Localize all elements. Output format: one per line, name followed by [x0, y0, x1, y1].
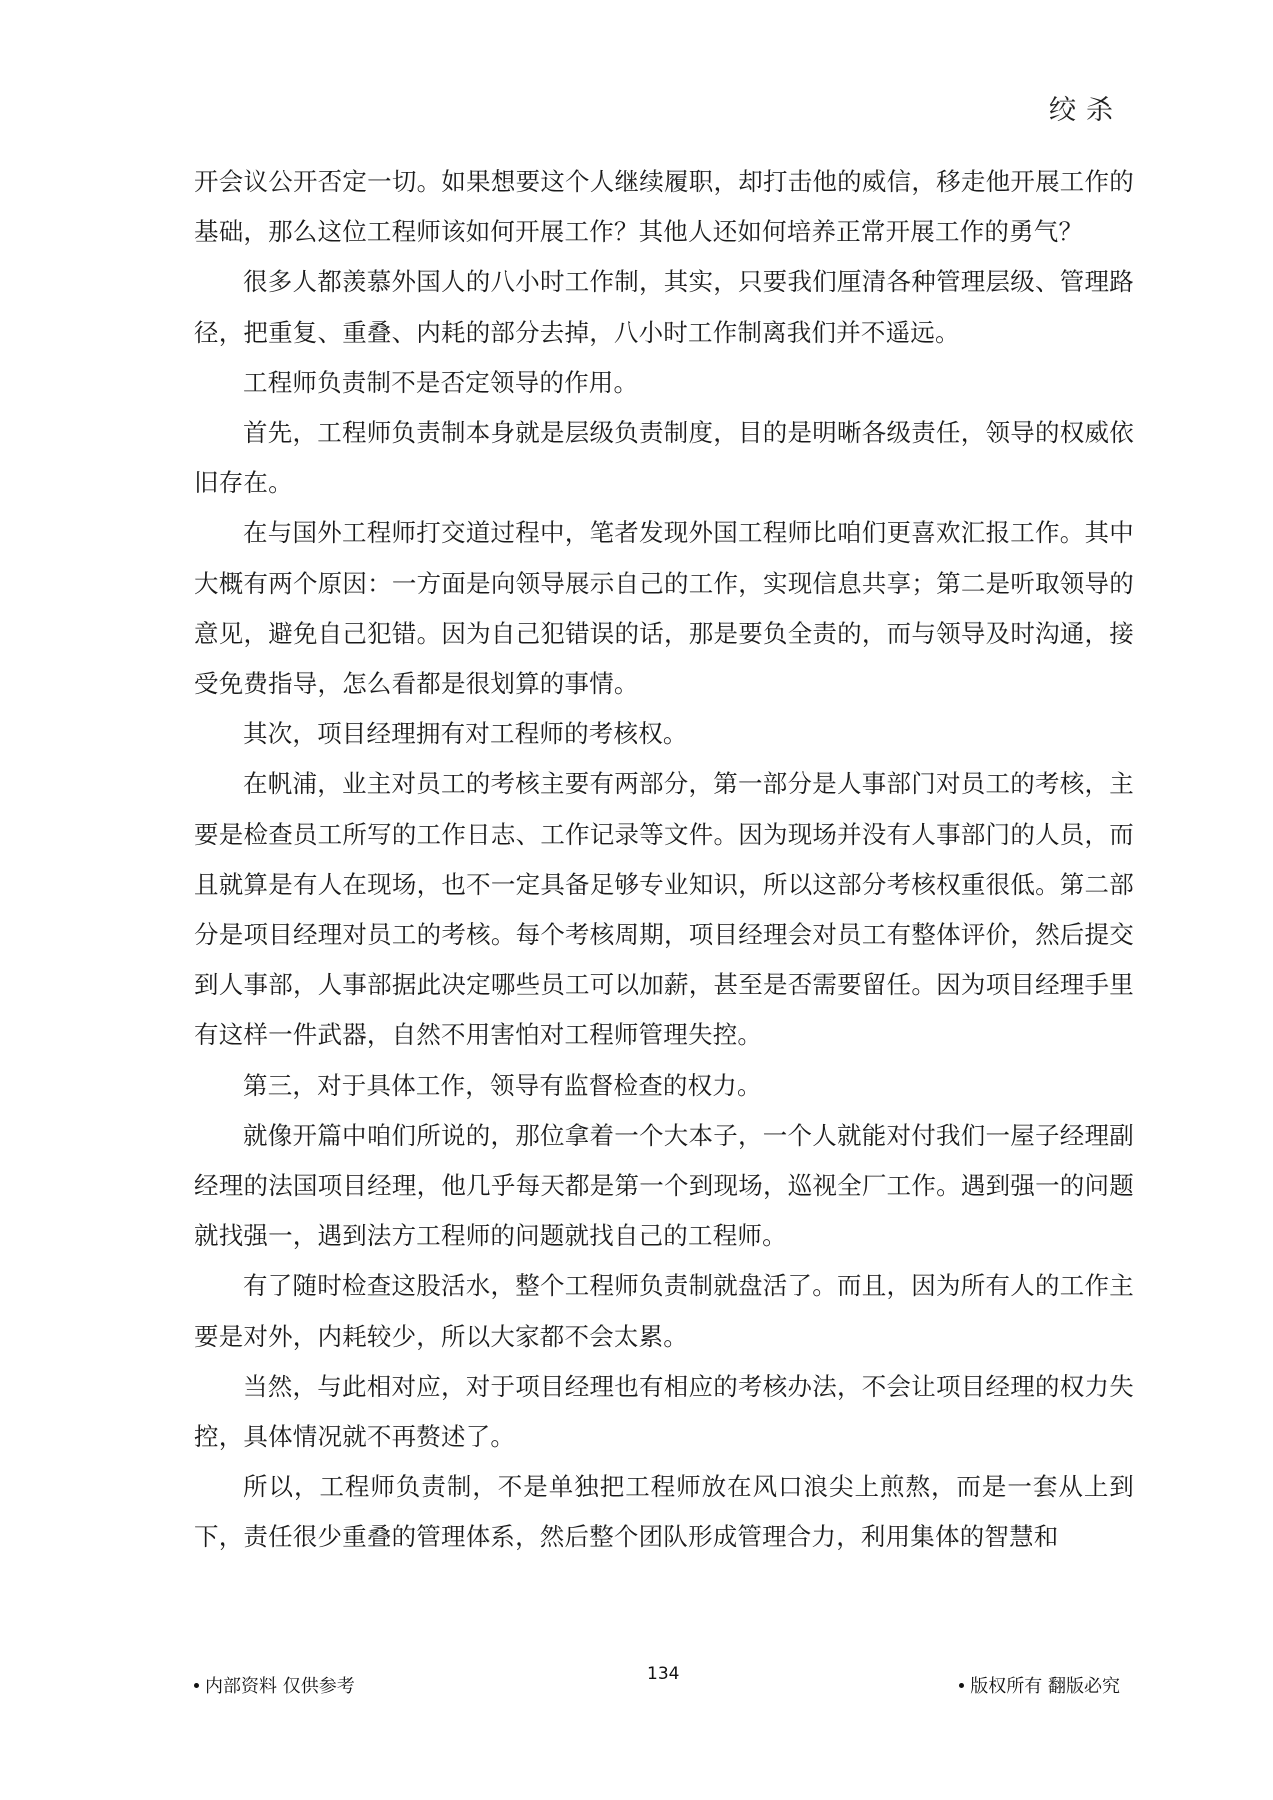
- paragraph: 开会议公开否定一切。如果想要这个人继续履职，却打击他的威信，移走他开展工作的基础，那么这位工程师该如何开展工作？其他人还如何培养正常开展工作的勇气？: [194, 167, 1134, 247]
- footer-right-note: [959, 1672, 1120, 1698]
- running-header-title: 绞杀: [1049, 95, 1123, 126]
- paragraph: 所以，工程师负责制，不是单独把工程师放在风口浪尖上煎熬，而是一套从上到下，责任很少重叠的管理体系，然后整个团队形成管理合力，利用集体的智慧和: [194, 1472, 1134, 1552]
- paragraph: 很多人都羡慕外国人的八小时工作制，其实，只要我们厘清各种管理层级、管理路径，把重复、重叠、内耗的部分去掉，八小时工作制离我们并不遥远。: [194, 267, 1134, 347]
- paragraph: 首先，工程师负责制本身就是层级负责制度，目的是明晰各级责任，领导的权威依旧存在。: [194, 418, 1134, 498]
- paragraph: 有了随时检查这股活水，整个工程师负责制就盘活了。而且，因为所有人的工作主要是对外，内耗较少，所以大家都不会太累。: [194, 1271, 1134, 1351]
- page-footer: [194, 1664, 1120, 1702]
- footer-left-note: [194, 1672, 355, 1698]
- footer-right-text: 版权所有 翻版必究: [970, 1676, 1120, 1697]
- paragraph: 就像开篇中咱们所说的，那位拿着一个大本子，一个人就能对付我们一屋子经理副经理的法国项目经理，他几乎每天都是第一个到现场，巡视全厂工作。遇到强一的问题就找强一，遇到法方工程师的问题就找自己的工程师。: [194, 1120, 1134, 1251]
- paragraph: 在与国外工程师打交道过程中，笔者发现外国工程师比咱们更喜欢汇报工作。其中大概有两个原因：一方面是向领导展示自己的工作，实现信息共享；第二是听取领导的意见，避免自己犯错。因为自己犯错误的话，那是要负全责的，而与领导及时沟通，接受免费指导，怎么看都是很划算的事情。: [194, 518, 1134, 699]
- paragraph: 其次，项目经理拥有对工程师的考核权。: [243, 719, 688, 749]
- paragraph: 当然，与此相对应，对于项目经理也有相应的考核办法，不会让项目经理的权力失控，具体情况就不再赘述了。: [194, 1371, 1134, 1452]
- body-text: [194, 157, 1134, 1563]
- paragraph: 第三，对于具体工作，领导有监督检查的权力。: [243, 1070, 762, 1100]
- paragraph: 工程师负责制不是否定领导的作用。: [243, 367, 639, 397]
- footer-left-text: 内部资料 仅供参考: [205, 1676, 355, 1697]
- bullet-icon: [194, 1683, 199, 1688]
- paragraph: 在帆浦，业主对员工的考核主要有两部分，第一部分是人事部门对员工的考核，主要是检查员工所写的工作日志、工作记录等文件。因为现场并没有人事部门的人员，而且就算是有人在现场，也不一定具备足够专业知识，所以这部分考核权重很低。第二部分是项目经理对员工的考核。每个考核周期，项目经理会对员工有整体评价，然后提交到人事部，人事部据此决定哪些员工可以加薪，甚至是否需要留任。因为项目经理手里有这样一件武器，自然不用害怕对工程师管理失控。: [194, 769, 1134, 1050]
- bullet-icon: [959, 1683, 964, 1688]
- page-number: 134: [647, 1664, 680, 1684]
